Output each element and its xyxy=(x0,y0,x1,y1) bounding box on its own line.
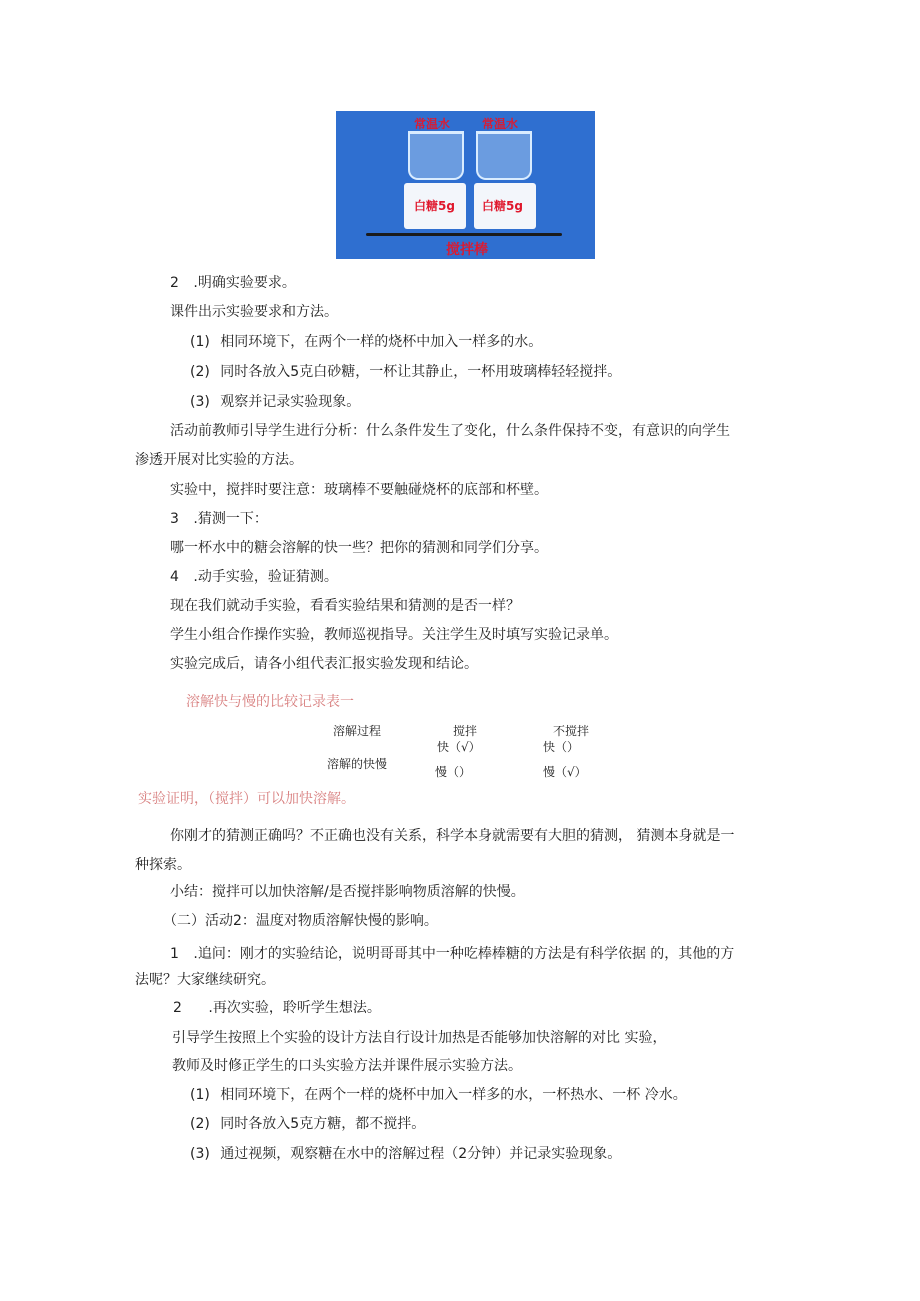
paragraph: 学生小组合作操作实验，教师巡视指导。关注学生及时填写实验记录单。 xyxy=(170,627,618,643)
step-text: .猜测一下： xyxy=(193,511,268,527)
table-cell-nostir-slow: 慢（√） xyxy=(543,765,587,779)
step-number: 2 xyxy=(173,1000,182,1016)
step-4-heading xyxy=(170,567,338,587)
list-text: 观察并记录实验现象。 xyxy=(220,394,361,410)
list-item xyxy=(190,362,621,382)
paragraph: 种探索。 xyxy=(135,857,191,873)
rod-label: 搅拌棒 xyxy=(446,242,488,258)
table-cell-stir-slow: 慢（） xyxy=(435,765,472,779)
paragraph: 实验中，搅拌时要注意：玻璃棒不要触碰烧杯的底部和杯壁。 xyxy=(170,482,548,498)
step-text: .再次实验，聆听学生想法。 xyxy=(208,1000,381,1016)
table-row-label: 溶解过程 xyxy=(333,724,382,738)
paragraph: 哪一杯水中的糖会溶解的快一些？把你的猜测和同学们分享。 xyxy=(170,540,548,556)
step-number: 3 xyxy=(170,511,179,527)
table-cell-stir-fast: 快（√） xyxy=(437,740,481,754)
step-text: .追问：刚才的实验结论，说明哥哥其中一种吃棒棒糖的方法是有科学依据 的，其他的方 xyxy=(193,946,735,962)
paragraph: 现在我们就动手实验，看看实验结果和猜测的是否一样？ xyxy=(170,598,520,614)
summary: 小结：搅拌可以加快溶解/是否搅拌影响物质溶解的快慢。 xyxy=(170,884,525,900)
step-2-heading xyxy=(170,273,296,293)
list-text: 同时各放入5克白砂糖，一杯让其静止，一杯用玻璃棒轻轻搅拌。 xyxy=(220,364,622,380)
left-beaker xyxy=(408,131,464,180)
list-text: 相同环境下，在两个一样的烧杯中加入一样多的水。 xyxy=(220,334,543,350)
list-item xyxy=(190,1144,621,1164)
experiment-photo xyxy=(336,111,595,259)
step-text: .明确实验要求。 xyxy=(193,275,296,291)
table-cell-nostir-fast: 快（） xyxy=(543,740,580,754)
right-beaker xyxy=(476,131,532,180)
left-bag-label: 白糖5g xyxy=(414,199,455,213)
list-text: 相同环境下，在两个一样的烧杯中加入一样多的水，一杯热水、一杯 冷水。 xyxy=(220,1087,687,1103)
right-beaker-label: 常温水 xyxy=(482,117,519,131)
paragraph: 法呢？大家继续研究。 xyxy=(135,972,275,988)
right-bag-label: 白糖5g xyxy=(482,199,523,213)
list-item xyxy=(190,332,542,352)
table-col-nostir: 不搅拌 xyxy=(553,724,590,738)
table-col-stir: 搅拌 xyxy=(453,724,478,738)
list-item xyxy=(190,1085,687,1105)
list-item xyxy=(190,392,360,412)
step-3-heading xyxy=(170,509,268,529)
conclusion: 实验证明，（搅拌）可以加快溶解。 xyxy=(138,791,355,807)
step-number: 2 xyxy=(170,275,179,291)
step-text: .动手实验，验证猜测。 xyxy=(193,569,338,585)
paragraph: 实验完成后，请各小组代表汇报实验发现和结论。 xyxy=(170,656,478,672)
paragraph: 你刚才的猜测正确吗？不正确也没有关系，科学本身就需要有大胆的猜测， 猜测本身就是一 xyxy=(170,828,735,844)
step-number: 4 xyxy=(170,569,179,585)
paragraph: 活动前教师引导学生进行分析：什么条件发生了变化，什么条件保持不变，有意识的向学生 xyxy=(170,423,730,439)
list-item xyxy=(190,1114,425,1134)
paragraph: 引导学生按照上个实验的设计方法自行设计加热是否能够加快溶解的对比 实验， xyxy=(172,1030,667,1046)
stirring-rod xyxy=(366,233,562,236)
table-row-label: 溶解的快慢 xyxy=(327,757,388,771)
step-2b-heading xyxy=(173,998,381,1018)
paragraph: 渗透开展对比实验的方法。 xyxy=(135,452,303,468)
paragraph: 教师及时修正学生的口头实验方法并课件展示实验方法。 xyxy=(172,1058,522,1074)
list-number: (2) xyxy=(190,1116,210,1132)
list-number: (1) xyxy=(190,1087,210,1103)
left-beaker-label: 常温水 xyxy=(414,117,451,131)
record-table-title: 溶解快与慢的比较记录表一 xyxy=(186,694,354,710)
list-number: (1) xyxy=(190,334,210,350)
step-number: 1 xyxy=(170,946,179,962)
step-1-heading xyxy=(170,944,734,964)
list-number: (2) xyxy=(190,364,210,380)
paragraph: 课件出示实验要求和方法。 xyxy=(170,304,338,320)
list-text: 通过视频，观察糖在水中的溶解过程（2分钟）并记录实验现象。 xyxy=(220,1146,622,1162)
activity-2-heading: （二）活动2：温度对物质溶解快慢的影响。 xyxy=(163,913,438,929)
list-text: 同时各放入5克方糖，都不搅拌。 xyxy=(220,1116,426,1132)
list-number: (3) xyxy=(190,394,210,410)
list-number: (3) xyxy=(190,1146,210,1162)
